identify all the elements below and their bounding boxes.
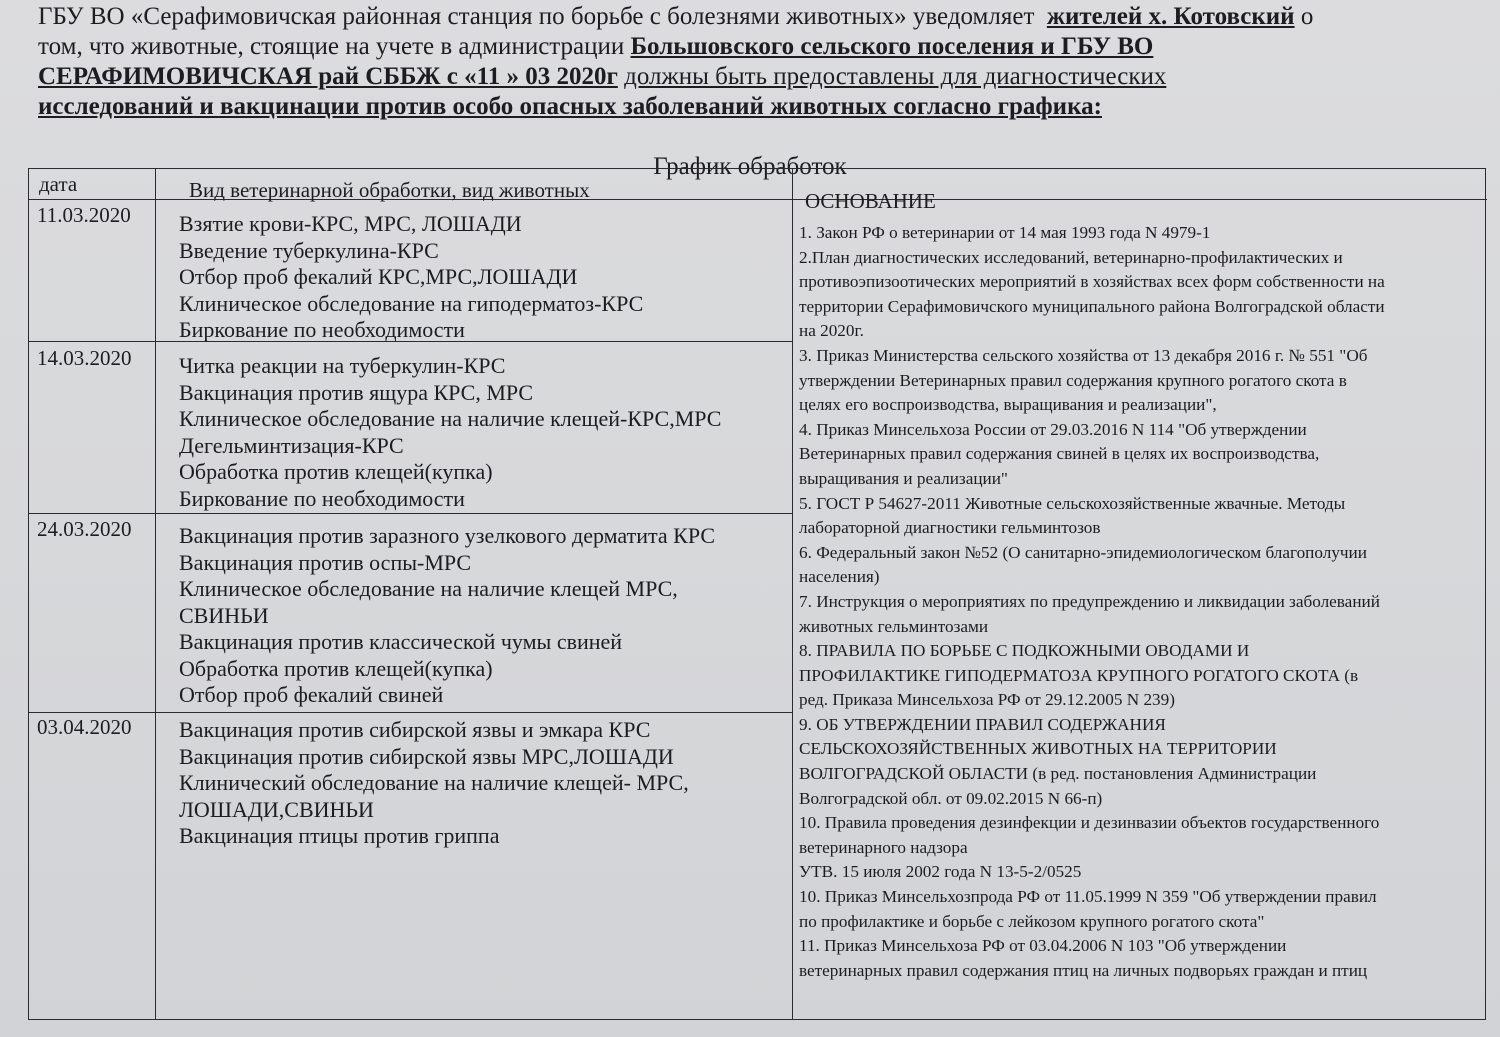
basis-line: утверждении Ветеринарных правил содержания крупного рогатого скота в <box>799 370 1347 390</box>
basis-line: ред. Приказа Минсельхоза РФ от 29.12.2005 N 239) <box>799 690 1175 710</box>
start-date-label: СЕРАФИМОВИЧСКАЯ рай СББЖ с «11 » 03 2020г <box>38 63 618 90</box>
intro-text: должны быть предоставлены для диагностических <box>624 63 1167 90</box>
intro-line-2 <box>38 32 1478 62</box>
procedure-item: Вакцинация против заразного узелкового дерматита КРС <box>179 523 715 548</box>
basis-line: ветеринарных правил содержания птиц на личных подворьях граждан и птиц <box>799 960 1368 980</box>
basis-line: на 2020г. <box>799 321 864 341</box>
row-date: 03.04.2020 <box>37 715 132 739</box>
basis-line: ПРОФИЛАКТИКЕ ГИПОДЕРМАТОЗА КРУПНОГО РОГАТОГО СКОТА (в <box>799 665 1359 685</box>
schedule-table <box>28 168 1486 1020</box>
basis-column-header: ОСНОВАНИЕ <box>805 189 936 213</box>
date-column-header: дата <box>39 172 78 196</box>
procedure-item: Вакцинация птицы против гриппа <box>179 823 500 848</box>
procedure-column-header: Вид ветеринарной обработки, вид животных <box>189 178 590 202</box>
basis-line: лабораторной диагностики гельминтозов <box>799 518 1101 538</box>
procedure-item: Клиническое обследование на наличие клещей-КРС,МРС <box>179 406 722 431</box>
basis-line: 9. ОБ УТВЕРЖДЕНИИ ПРАВИЛ СОДЕРЖАНИЯ <box>799 714 1166 734</box>
basis-line: СЕЛЬСКОХОЗЯЙСТВЕННЫХ ЖИВОТНЫХ НА ТЕРРИТОРИИ <box>799 739 1277 759</box>
recipients-label: жителей х. Котовский <box>1046 3 1295 30</box>
basis-line: 4. Приказ Минсельхоза России от 29.03.2016 N 114 "Об утверждении <box>799 419 1307 439</box>
schedule-title: График обработок <box>653 153 847 180</box>
basis-line: территории Серафимовичского муниципального района Волгоградской области <box>799 296 1385 316</box>
procedure-item: Отбор проб фекалий КРС,МРС,ЛОШАДИ <box>179 264 578 289</box>
procedure-item: Вакцинация против оспы-МРС <box>179 549 472 575</box>
procedure-item: Обработка против клещей(купка) <box>179 655 493 681</box>
procedure-item: Клинический обследование на наличие клещей- МРС, <box>179 770 689 795</box>
procedure-item: Вакцинация против ящура КРС, МРС <box>179 379 534 405</box>
basis-line: 1. Закон РФ о ветеринарии от 14 мая 1993 года N 4979-1 <box>799 223 1211 242</box>
basis-line: 7. Инструкция о мероприятиях по предупреждению и ликвидации заболеваний <box>799 591 1380 611</box>
basis-line: 3. Приказ Министерства сельского хозяйства от 13 декабря 2016 г. № 551 "Об <box>799 345 1368 365</box>
basis-line: 2.План диагностических исследований, ветеринарно-профилактических и <box>799 247 1343 267</box>
intro-text: том, что животные, стоящие на учете в администрации <box>38 33 625 60</box>
intro-text: исследований и вакцинации против особо опасных заболеваний животных согласно графика: <box>38 93 1102 120</box>
procedure-item: Отбор проб фекалий свиней <box>179 682 444 707</box>
basis-line: ветеринарного надзора <box>799 837 968 857</box>
column-divider <box>792 169 793 1019</box>
procedure-item: Биркование по необходимости <box>179 317 465 342</box>
procedure-item: Дегельминтизация-КРС <box>179 432 404 458</box>
basis-line: УТВ. 15 июля 2002 года N 13-5-2/0525 <box>799 862 1082 882</box>
basis-line: 11. Приказ Минсельхоза РФ от 03.04.2006 N 103 "Об утверждении <box>799 936 1287 956</box>
row-divider <box>29 712 792 713</box>
procedure-item: Биркование по необходимости <box>179 485 465 511</box>
row-procedures <box>179 523 715 709</box>
intro-text: о <box>1300 3 1314 30</box>
procedure-item: Читка реакции на туберкулин-КРС <box>179 353 506 378</box>
basis-line: населения) <box>799 567 880 587</box>
basis-line: 10. Приказ Минсельхозпрода РФ от 11.05.1999 N 359 "Об утверждении правил <box>799 887 1377 907</box>
row-procedures <box>179 211 643 344</box>
row-date: 24.03.2020 <box>37 517 132 541</box>
basis-line: противоэпизоотических мероприятий в хозяйствах всех форм собственности на <box>799 272 1385 292</box>
basis-line: Ветеринарных правил содержания свиней в целях их воспроизводства, <box>799 444 1320 464</box>
basis-line: выращивания и реализации" <box>799 468 1008 488</box>
intro-line-3 <box>38 62 1478 92</box>
row-date: 14.03.2020 <box>37 346 132 370</box>
basis-line: животных гельминтозами <box>799 616 989 636</box>
column-divider <box>155 169 156 1019</box>
basis-list <box>799 221 1484 983</box>
intro-line-1 <box>38 2 1478 32</box>
procedure-item: Вакцинация против классической чумы свиней <box>179 629 623 654</box>
basis-line: 6. Федеральный закон №52 (О санитарно-эпидемиологическом благополучии <box>799 542 1367 562</box>
basis-line: Волгоградской обл. от 09.02.2015 N 66-п) <box>799 788 1103 808</box>
procedure-item: Введение туберкулина-КРС <box>179 237 439 263</box>
basis-line: 8. ПРАВИЛА ПО БОРЬБЕ С ПОДКОЖНЫМИ ОВОДАМИ И <box>799 641 1250 661</box>
row-divider <box>29 513 792 514</box>
procedure-item: СВИНЬИ <box>179 602 269 628</box>
settlement-label: Большовского сельского поселения и ГБУ ВО <box>630 33 1154 60</box>
row-date: 11.03.2020 <box>37 203 131 227</box>
basis-line: 10. Правила проведения дезинфекции и дезинвазии объектов государственного <box>799 813 1380 833</box>
row-procedures <box>179 717 689 850</box>
procedure-item: Взятие крови-КРС, МРС, ЛОШАДИ <box>179 211 522 236</box>
procedure-item: Вакцинация против сибирской язвы и эмкара КРС <box>179 717 651 742</box>
intro-line-4 <box>38 92 1478 122</box>
row-procedures <box>179 353 721 512</box>
basis-line: по профилактике и борьбе с лейкозом крупного рогатого скота" <box>799 911 1265 931</box>
basis-line: 5. ГОСТ Р 54627-2011 Животные сельскохозяйственные жвачные. Методы <box>799 493 1346 513</box>
procedure-item: Обработка против клещей(купка) <box>179 459 493 484</box>
intro-text: ГБУ ВО «Серафимовичская районная станция по борьбе с болезнями животных» уведомляет <box>38 3 1035 30</box>
procedure-item: Клиническое обследование на наличие клещей МРС, <box>179 576 678 601</box>
procedure-item: Вакцинация против сибирской язвы МРС,ЛОШАДИ <box>179 743 674 769</box>
procedure-item: Клиническое обследование на гиподерматоз-КРС <box>179 290 644 316</box>
procedure-item: ЛОШАДИ,СВИНЬИ <box>179 796 374 822</box>
basis-line: целях его воспроизводства, выращивания и реализации", <box>799 395 1217 415</box>
basis-line: ВОЛГОГРАДСКОЙ ОБЛАСТИ (в ред. постановления Администрации <box>799 764 1317 784</box>
notice-intro <box>38 2 1478 122</box>
